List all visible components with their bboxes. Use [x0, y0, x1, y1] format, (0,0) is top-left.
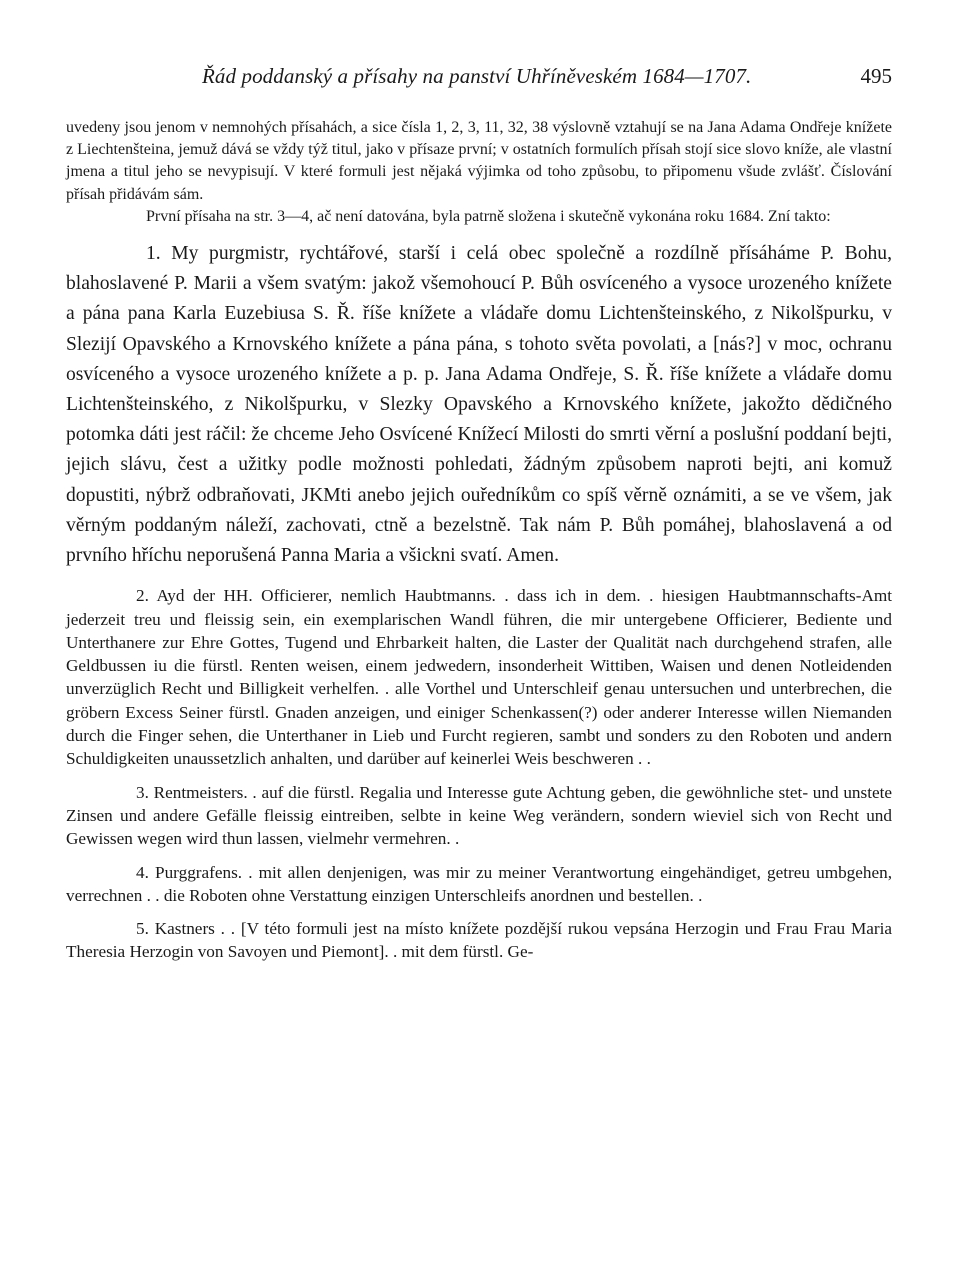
page-number: 495 — [860, 64, 892, 88]
page-body — [66, 117, 892, 964]
running-title: Řád poddanský a přísahy na panství Uhříněveském 1684—1707. — [202, 64, 752, 88]
intro-paragraph: uvedeny jsou jenom v nemnohých přísahách, a sice čísla 1, 2, 3, 11, 32, 38 výslovně vztahují se na Jana Adama Ondřeje knížete z Liechtenšteina, jemuž dává se vždy týž titul, jako v přísaze první; v ostatních formulích přísah stojí sice slovo kníže, ale vlastní jmena a titul jeho se nevypisují. V které formuli jest nějaká výjimka od toho způsobu, to připomenu všude zvlášť. Číslování přísah přidávám sám. — [66, 119, 892, 203]
oath-2: 2. Ayd der HH. Officierer, nemlich Haubtmanns. . dass ich in dem. . hiesigen Haubtmannschafts-Amt jederzeit treu und fleissig sein, ein exemplarischen Wandl führen, die mir untergebene Officierer, Bediente und Unterthanere zur Ehre Gottes, Tugend und Ehrbarkeit halten, die Laster der Qualität nach durchgehend strafen, alle Geldbussen iu die fürstl. Renten weisen, einem jedwedern, insonderheit Wittiben, Waisen und denen Notleidenden unverzüglich Recht und Billigkeit verhelfen. . alle Vorthel und Unterschleif genau untersuchen und unterbrechen, die gröbern Excess Seiner fürstl. Gnaden anzeigen, und einiger Schenkassen(?) oder anderer Interesse willen Niemanden durch die Finger sehen, die Unterthaner in Lieb und Furcht regieren, sambt und sonders zu den Roboten und andern Schuldigkeiten unaussetzlich anhalten, und darüber auf keinerlei Weis beschweren . . — [66, 586, 892, 769]
oath-1-czech: 1. My purgmistr, rychtářové, starší i celá obec společně a rozdílně přísáháme P. Bohu, blahoslavené P. Marii a všem svatým: jakož všemohoucí P. Bůh osvíceného a vysoce urozeného knížete a pána pana Karla Euzebiusa S. Ř. říše knížete a vládaře domu Lichtenšteinského, z Nikolšpurku, v Slezijí Opavského a Krnovského knížete a pána pána, s tohoto světa povolati, a [nás?] v moc, ochranu osvíceného a vysoce urozeného knížete a p. p. Jana Adama Ondřeje, S. Ř. říše knížete a vládaře domu Lichtenšteinského, z Nikolšpurku, v Slezky Opavského a Krnovského knížete, jakožto dědičného potomka dáti jest ráčil: že chceme Jeho Osvícené Knížecí Milosti do smrti věrní a poslušní poddaní bejti, jejich slávu, čest a užitky podle možnosti pohledati, žádným způsobem naproti bejti, ani komuž dopustiti, nýbrž odbraňovati, JKMti anebo jejich ouředníkům co spíš věrně oznámiti, a se ve všem, jak věrným poddaným náleží, zachovati, ctně a bezelstně. Tak nám P. Bůh pomáhej, blahoslavená a od prvního hříchu neporušená Panna Maria a všickni svatí. Amen. — [66, 243, 892, 567]
oath-4: 4. Purggrafens. . mit allen denjenigen, was mir zu meiner Verantwortung eingehändiget, getreu umbgehen, verrechnen . . die Roboten ohne Verstattung einzigen Unterschleifs anordnen und bestellen. . — [66, 862, 892, 905]
oath-5: 5. Kastners . . [V této formuli jest na místo knížete pozdější rukou vepsána Herzogin und Frau Frau Maria Theresia Herzogin von Savoyen und Piemont]. . mit dem fürstl. Ge- — [66, 919, 892, 962]
oath-3: 3. Rentmeisters. . auf die fürstl. Regalia und Interesse gute Achtung geben, die gewöhnliche stet- und unstete Zinsen und andere Gefälle fleissig eintreiben, selbte in keine Weg verändern, sondern wieviel sich von Recht und Gewissen wegen wird thun lassen, vielmehr vermehren. . — [66, 782, 892, 849]
intro-paragraph-2: První přísaha na str. 3—4, ač není datována, byla patrně složena i skutečně vykonána roku 1684. Zní takto: — [146, 207, 831, 225]
page-header — [66, 64, 892, 98]
